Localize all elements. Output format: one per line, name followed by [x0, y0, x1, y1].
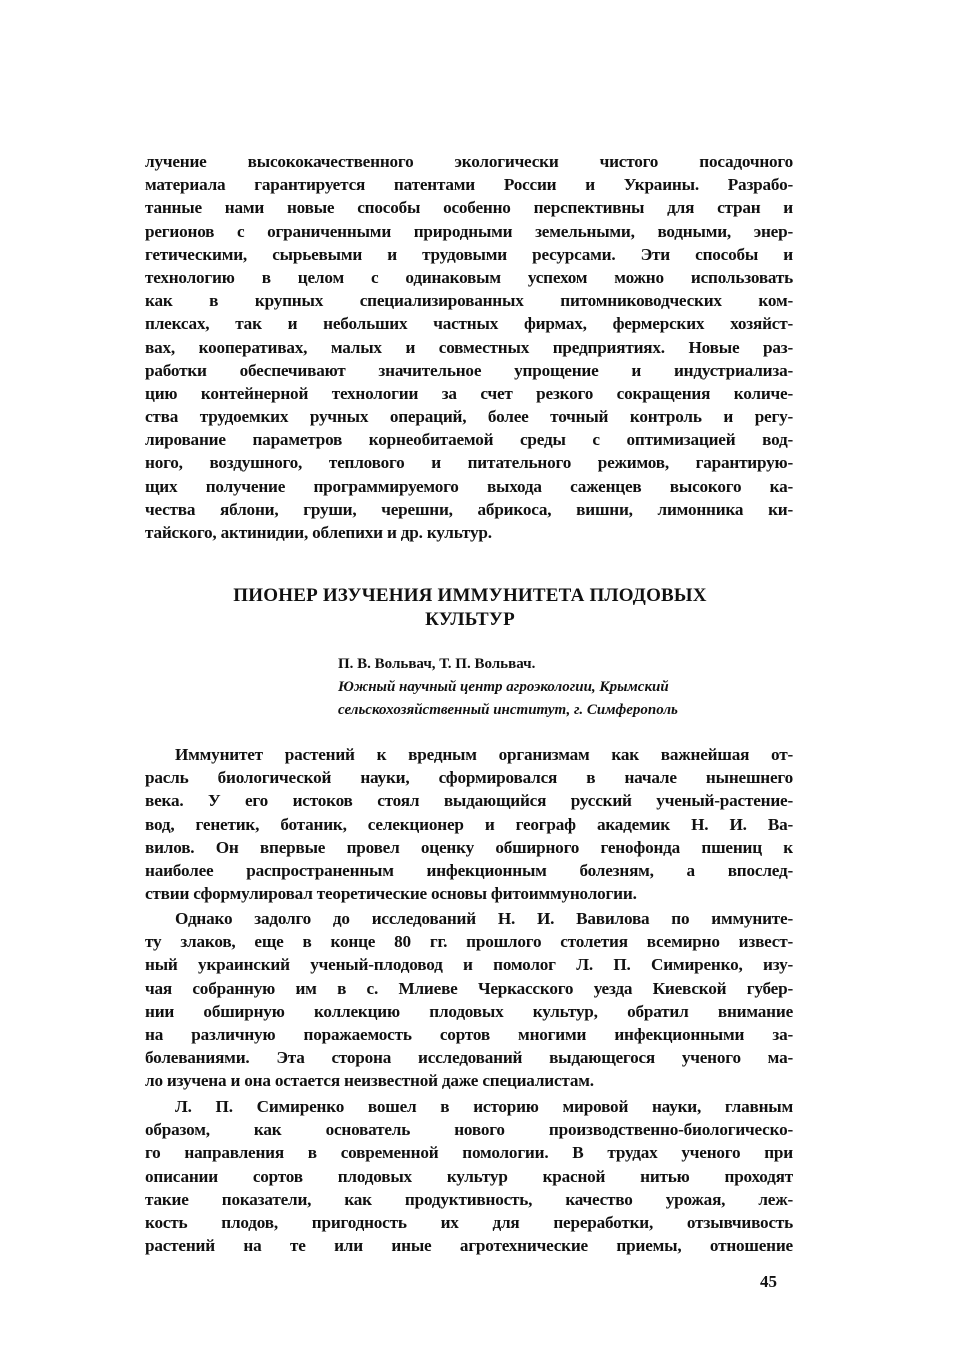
text-line: вах, кооперативах, малых и совместных предприятиях. Новые раз-: [145, 337, 793, 357]
text-line: болеваниями. Эта сторона исследований выдающегося ученого ма-: [145, 1048, 793, 1068]
text-line: вод, генетик, ботаник, селекционер и географ академик Н. И. Ва-: [145, 814, 793, 834]
page-number: 45: [760, 1272, 777, 1291]
affiliation: Южный научный центр агроэкологии, Крымский: [338, 679, 669, 695]
text-line: тайского, актинидии, облепихи и др. культур.: [145, 523, 492, 542]
text-line: вилов. Он впервые провел оценку обширного генофонда пшениц к: [145, 837, 793, 857]
text-line: такие показатели, как продуктивность, качество урожая, леж-: [145, 1189, 793, 1209]
text-line: Иммунитет растений к вредным организмам как важнейшая от-: [175, 745, 793, 764]
text-line: танные нами новые способы особенно перспективны для стран и: [145, 198, 793, 218]
text-line: чества яблони, груши, черешни, абрикоса, вишни, лимонника ки-: [145, 499, 793, 519]
text-line: ного, воздушного, теплового и питательного режимов, гарантирую-: [145, 453, 793, 473]
text-line: ный украинский ученый-плодовод и помолог Л. П. Симиренко, изу-: [145, 955, 793, 975]
text-line: чая собранную им в с. Млиеве Черкасского уезда Киевской губер-: [145, 978, 793, 998]
text-line: ства трудоемких ручных операций, более точный контроль и регу-: [145, 407, 793, 427]
text-line: регионов с ограниченными природными земельными, водными, энер-: [145, 221, 793, 241]
text-line: кость плодов, пригодность их для переработки, отзывчивость: [145, 1212, 793, 1232]
paragraph-1: [145, 743, 793, 905]
text-line: описании сортов плодовых культур красной нитью проходят: [145, 1166, 793, 1186]
text-line: лучение высококачественного экологически чистого посадочного: [145, 152, 793, 171]
title-line: ПИОНЕР ИЗУЧЕНИЯ ИММУНИТЕТА ПЛОДОВЫХ: [233, 585, 707, 606]
text-line: ствии сформулировал теоретические основы фитоиммунологии.: [145, 884, 637, 904]
text-line: плексах, так и небольших частных фирмах, фермерских хозяйст-: [145, 314, 793, 334]
text-line: ло изучена и она остается неизвестной даже специалистам.: [145, 1071, 594, 1091]
text-line: ту злаков, еще в конце 80 гг. прошлого столетия всемирно извест-: [145, 932, 793, 952]
text-line: растений на те или иные агротехнические приемы, отношение: [145, 1236, 793, 1256]
text-line: нии обширную коллекцию плодовых культур, обратил внимание: [145, 1001, 793, 1021]
top-paragraph: [145, 150, 793, 544]
text-line: гетическими, сырьевыми и трудовыми ресурсами. Эти способы и: [145, 244, 793, 264]
text-line: как в крупных специализированных питомниководческих ком-: [145, 291, 793, 311]
affiliation: сельскохозяйственный институт, г. Симферополь: [338, 702, 678, 718]
text-line: века. У его истоков стоял выдающийся русский ученый-растение-: [145, 791, 793, 811]
article-title: [150, 584, 790, 632]
text-line: материала гарантируется патентами России и Украины. Разрабо-: [145, 175, 793, 195]
text-line: Л. П. Симиренко вошел в историю мировой науки, главным: [175, 1097, 793, 1116]
author-names: П. В. Вольвач, Т. П. Вольвач.: [338, 656, 536, 672]
text-line: лирование параметров корнеобитаемой среды с оптимизацией вод-: [145, 430, 793, 450]
text-line: Однако задолго до исследований Н. И. Вавилова по иммуните-: [175, 909, 793, 928]
text-line: на различную поражаемость сортов многими инфекционными за-: [145, 1024, 793, 1044]
text-line: образом, как основатель нового производственно-биологическо-: [145, 1120, 793, 1140]
text-line: расль биологической науки, сформировался в начале нынешнего: [145, 768, 793, 788]
text-line: щих получение программируемого выхода саженцев высокого ка-: [145, 476, 793, 496]
authors-block: [338, 653, 798, 722]
text-line: технологию в целом с одинаковым успехом можно использовать: [145, 267, 793, 287]
title-line: КУЛЬТУР: [425, 609, 515, 630]
text-line: го направления в современной помологии. В трудах ученого при: [145, 1143, 793, 1163]
paragraph-3: [145, 1095, 793, 1257]
text-line: работки обеспечивают значительное упрощение и индустриализа-: [145, 360, 793, 380]
text-line: цию контейнерной технологии за счет резкого сокращения количе-: [145, 383, 793, 403]
text-line: наиболее распространенным инфекционным болезням, а впослед-: [145, 860, 793, 880]
paragraph-2: [145, 907, 793, 1093]
